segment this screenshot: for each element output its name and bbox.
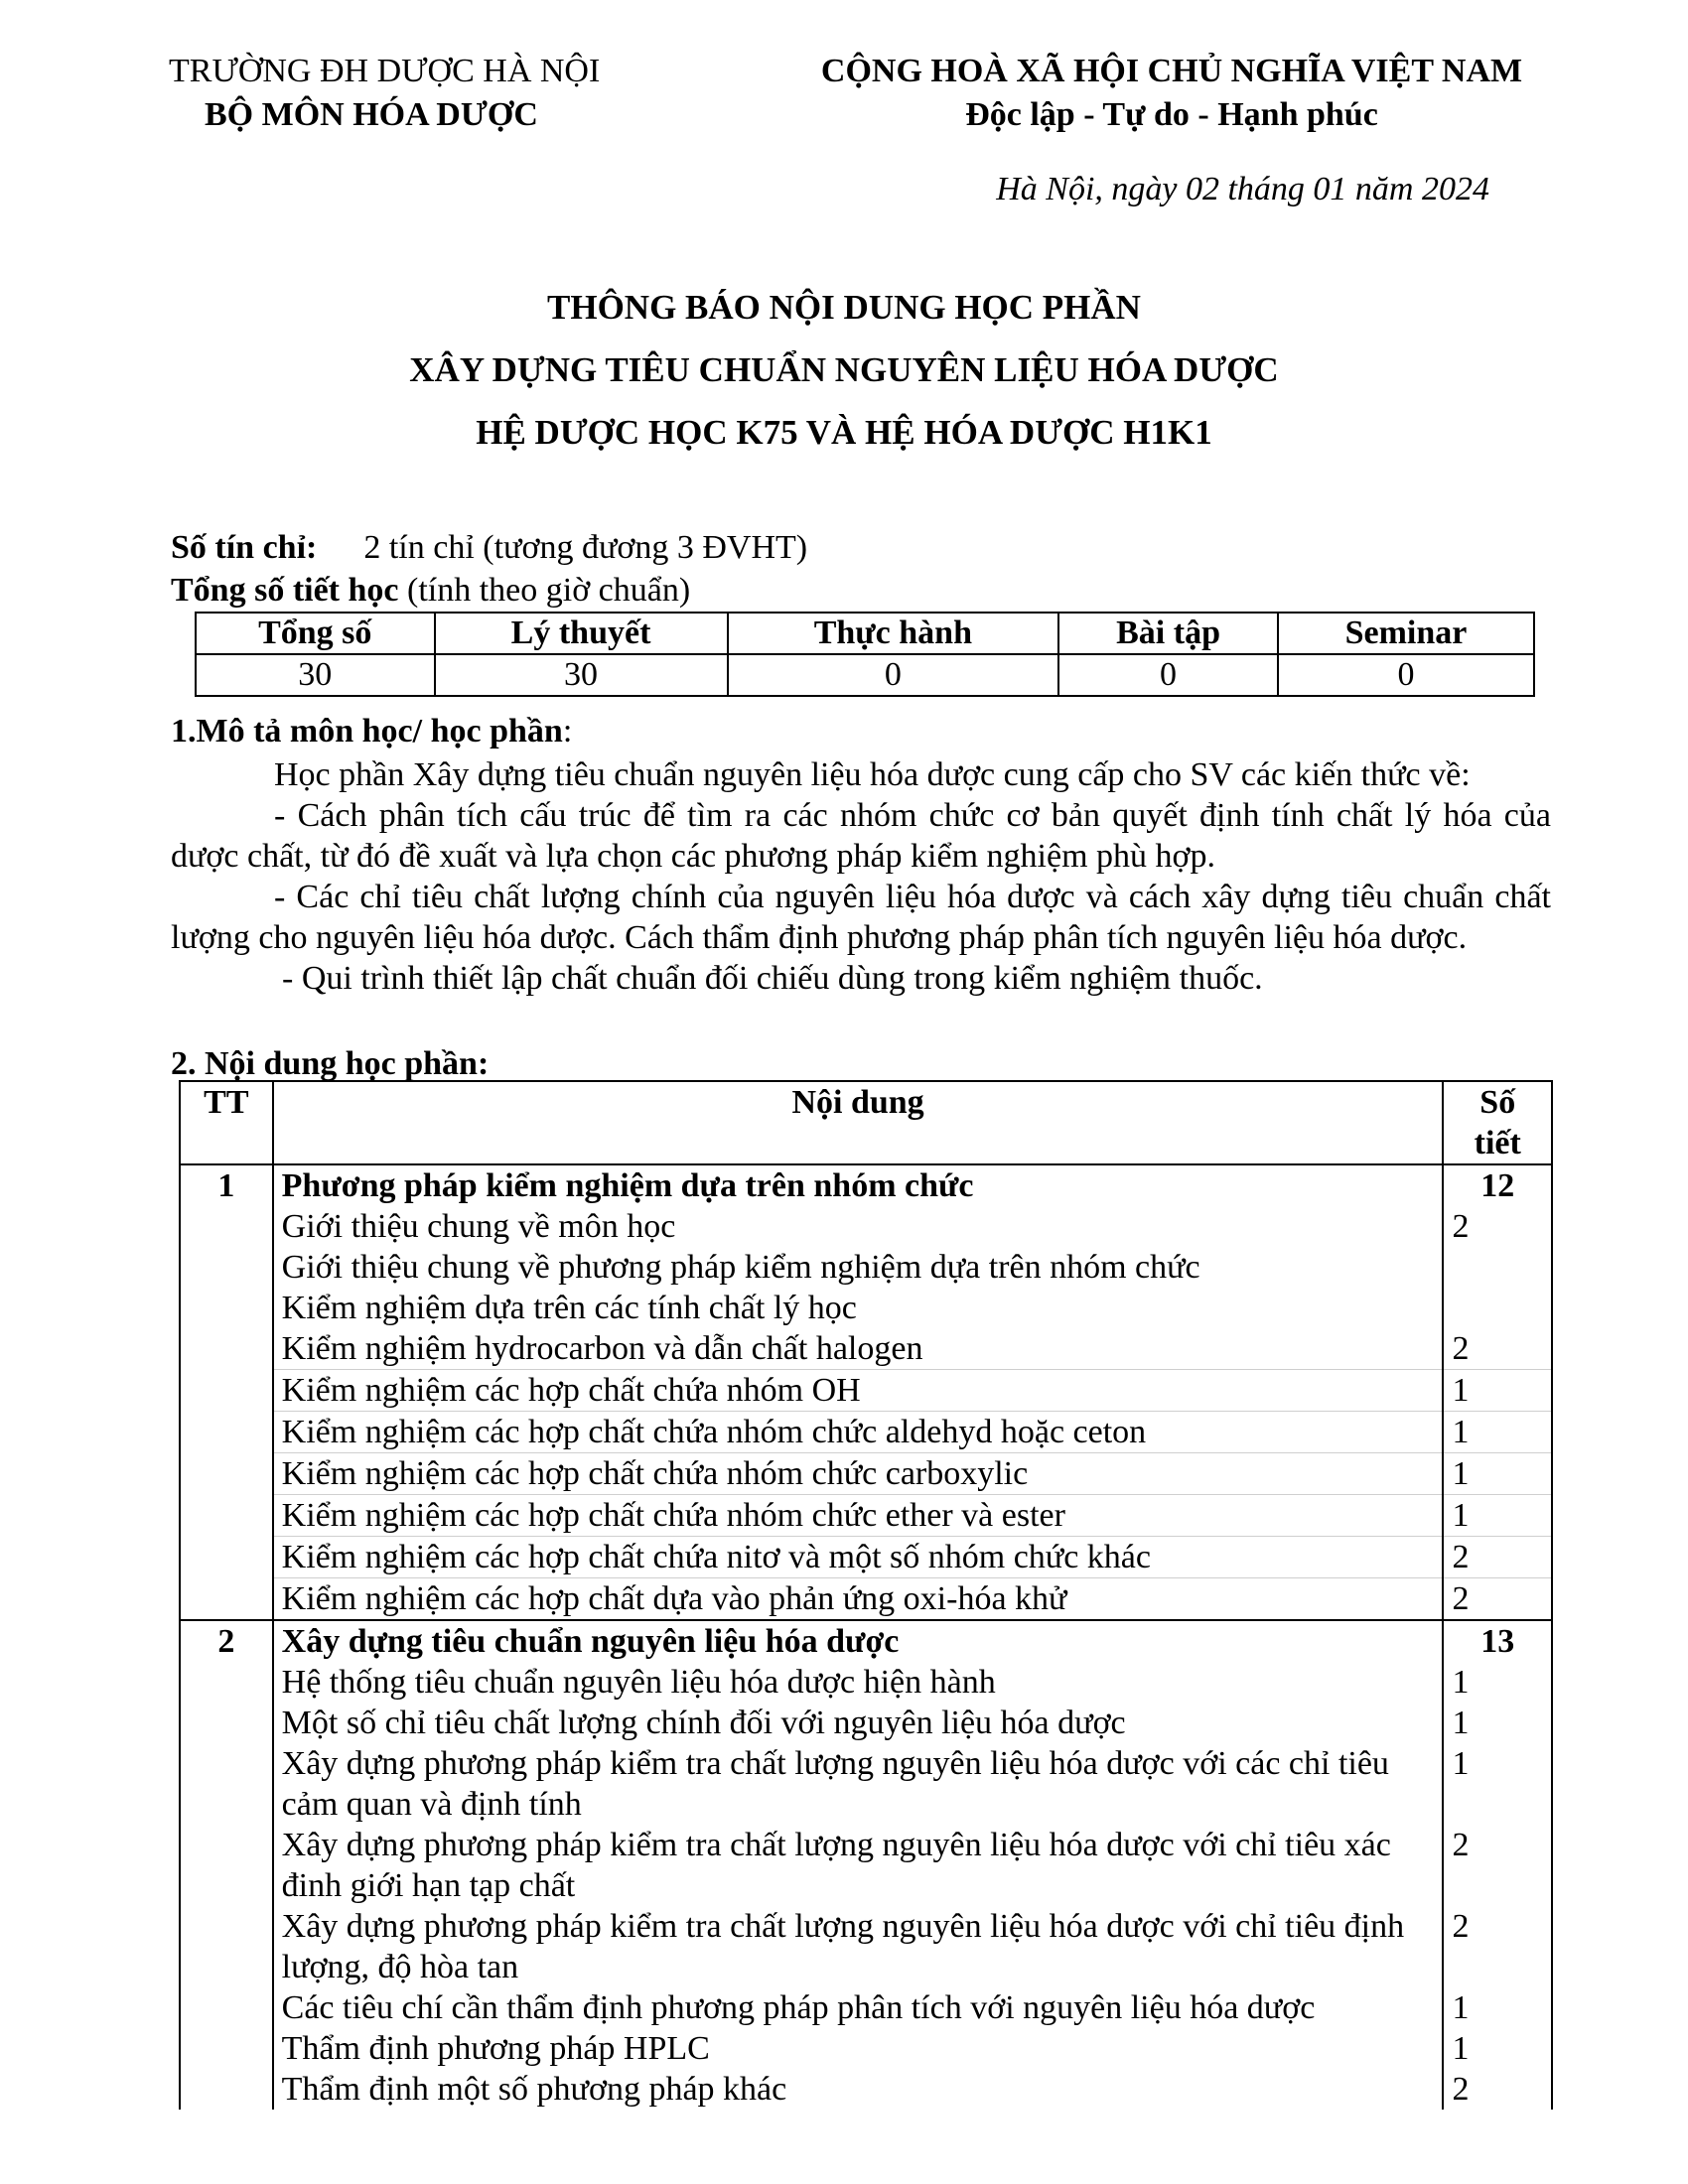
content-item-hours: 2: [1443, 1825, 1552, 1906]
content-table-header: [180, 1081, 1552, 1164]
hours-table-header: [196, 613, 1534, 654]
content-item-hours: 2: [1443, 1578, 1552, 1621]
col-hours-header: Số tiết: [1443, 1081, 1552, 1164]
hours-col-value: 30: [196, 654, 435, 696]
content-item-hours: 2: [1443, 1328, 1552, 1370]
group-number: 1: [180, 1164, 273, 1620]
content-table: [179, 1080, 1553, 2110]
content-item-row: [180, 2028, 1552, 2069]
content-item-text: Xây dựng phương pháp kiểm tra chất lượng nguyên liệu hóa dược với các chỉ tiêu cảm quan và định tính: [273, 1743, 1444, 1825]
content-item-text: Kiểm nghiệm các hợp chất chứa nhóm chức aldehyd hoặc ceton: [273, 1412, 1444, 1453]
hours-col-header: Thực hành: [728, 613, 1059, 654]
hours-col-header: Lý thuyết: [435, 613, 728, 654]
content-item-hours: 1: [1443, 1743, 1552, 1825]
content-item-text: Thẩm định một số phương pháp khác: [273, 2069, 1444, 2110]
national-title: CỘNG HOÀ XÃ HỘI CHỦ NGHĨA VIỆT NAM: [820, 53, 1523, 89]
content-item-hours: 2: [1443, 1206, 1552, 1247]
content-item-text: Kiểm nghiệm các hợp chất chứa nitơ và một số nhóm chức khác: [273, 1537, 1444, 1578]
hours-table: [195, 612, 1535, 697]
content-item-text: Thẩm định phương pháp HPLC: [273, 2028, 1444, 2069]
content-item-text: Kiểm nghiệm các hợp chất dựa vào phản ứng oxi-hóa khử: [273, 1578, 1444, 1621]
content-item-row: [180, 1743, 1552, 1825]
content-table-body: [180, 1164, 1552, 2110]
university-name: TRƯỜNG ĐH DƯỢC HÀ NỘI: [169, 53, 601, 89]
hours-col-value: 0: [1278, 654, 1534, 696]
content-item-row: [180, 1206, 1552, 1247]
description-point-1: - Cách phân tích cấu trúc để tìm ra các nhóm chức cơ bản quyết định tính chất lý hóa của dược chất, từ đó đề xuất và lựa chọn các phương pháp kiểm nghiệm phù hợp.: [171, 797, 1551, 875]
description-point-2: - Các chỉ tiêu chất lượng chính của nguyên liệu hóa dược và cách xây dựng tiêu chuẩn chất lượng cho nguyên liệu hóa dược. Cách thẩm định phương pháp phân tích nguyên liệu hóa dược.: [171, 879, 1551, 956]
content-item-text: Xây dựng phương pháp kiểm tra chất lượng nguyên liệu hóa dược với chỉ tiêu xác đinh giới hạn tạp chất: [273, 1825, 1444, 1906]
institution-header: [169, 50, 645, 137]
content-item-hours: 1: [1443, 1495, 1552, 1537]
content-group-row: [180, 1620, 1552, 1662]
total-hours-line: [171, 572, 690, 610]
content-item-hours: 2: [1443, 1537, 1552, 1578]
course-description: [171, 754, 1551, 999]
content-item-row: [180, 1412, 1552, 1453]
content-item-hours: 1: [1443, 1370, 1552, 1412]
content-item-row: [180, 2069, 1552, 2110]
credits-line: [171, 529, 807, 567]
group-number: 2: [180, 1620, 273, 2110]
content-item-hours: 1: [1443, 1453, 1552, 1495]
content-item-row: [180, 1906, 1552, 1987]
document-date: Hà Nội, ngày 02 tháng 01 năm 2024: [996, 171, 1489, 207]
content-item-text: Giới thiệu chung về môn học: [273, 1206, 1444, 1247]
content-item-text: Kiểm nghiệm các hợp chất chứa nhóm chức carboxylic: [273, 1453, 1444, 1495]
content-item-hours: 1: [1443, 1412, 1552, 1453]
section2-heading: 2. Nội dung học phần:: [171, 1045, 490, 1082]
content-item-hours: 2: [1443, 1906, 1552, 1987]
content-item-row: [180, 1247, 1552, 1288]
hours-col-value: 0: [1058, 654, 1278, 696]
content-item-text: Kiểm nghiệm dựa trên các tính chất lý học: [273, 1288, 1444, 1328]
section1-heading-colon: :: [562, 713, 573, 750]
content-item-row: [180, 1578, 1552, 1621]
content-item-hours: 1: [1443, 2028, 1552, 2069]
national-motto: Độc lập - Tự do - Hạnh phúc: [965, 96, 1378, 133]
document-title-line2: XÂY DỰNG TIÊU CHUẨN NGUYÊN LIỆU HÓA DƯỢC: [409, 350, 1279, 389]
content-item-text: Xây dựng phương pháp kiểm tra chất lượng nguyên liệu hóa dược với chỉ tiêu định lượng, độ hòa tan: [273, 1906, 1444, 1987]
content-item-text: Kiểm nghiệm hydrocarbon và dẫn chất halogen: [273, 1328, 1444, 1370]
content-item-hours: 1: [1443, 1987, 1552, 2028]
credits-value: 2 tín chỉ (tương đương 3 ĐVHT): [363, 529, 808, 566]
group-total-hours: 12: [1443, 1164, 1552, 1206]
content-item-row: [180, 1288, 1552, 1328]
content-item-row: [180, 1825, 1552, 1906]
description-intro: Học phần Xây dựng tiêu chuẩn nguyên liệu hóa dược cung cấp cho SV các kiến thức về:: [274, 756, 1471, 793]
content-item-row: [180, 1537, 1552, 1578]
content-item-text: Hệ thống tiêu chuẩn nguyên liệu hóa dược hiện hành: [273, 1662, 1444, 1703]
content-group-row: [180, 1164, 1552, 1206]
group-title: Phương pháp kiểm nghiệm dựa trên nhóm chức: [273, 1164, 1444, 1206]
section1-heading: [171, 713, 572, 751]
content-item-hours: [1443, 1247, 1552, 1288]
content-item-hours: 2: [1443, 2069, 1552, 2110]
col-content-header: Nội dung: [273, 1081, 1444, 1164]
credits-label: Số tín chỉ:: [171, 529, 318, 566]
content-item-text: Kiểm nghiệm các hợp chất chứa nhóm OH: [273, 1370, 1444, 1412]
content-item-row: [180, 1495, 1552, 1537]
content-item-row: [180, 1328, 1552, 1370]
content-item-row: [180, 1370, 1552, 1412]
hours-col-header: Tổng số: [196, 613, 435, 654]
content-item-row: [180, 1703, 1552, 1743]
content-item-row: [180, 1453, 1552, 1495]
hours-table-values: [196, 654, 1534, 696]
content-item-text: Các tiêu chí cần thẩm định phương pháp phân tích với nguyên liệu hóa dược: [273, 1987, 1444, 2028]
col-tt-header: TT: [180, 1081, 273, 1164]
content-item-row: [180, 1662, 1552, 1703]
department-name: BỘ MÔN HÓA DƯỢC: [205, 96, 538, 133]
hours-col-value: 30: [435, 654, 728, 696]
content-item-hours: 1: [1443, 1703, 1552, 1743]
content-item-row: [180, 1987, 1552, 2028]
section1-heading-text: 1.Mô tả môn học/ học phần: [171, 713, 563, 750]
content-item-text: Kiểm nghiệm các hợp chất chứa nhóm chức ether và ester: [273, 1495, 1444, 1537]
group-title: Xây dựng tiêu chuẩn nguyên liệu hóa dược: [273, 1620, 1444, 1662]
national-header: [774, 50, 1569, 137]
total-hours-note: (tính theo giờ chuẩn): [407, 572, 691, 609]
hours-col-header: Bài tập: [1058, 613, 1278, 654]
content-item-text: Một số chỉ tiêu chất lượng chính đối với nguyên liệu hóa dược: [273, 1703, 1444, 1743]
document-title-line1: THÔNG BÁO NỘI DUNG HỌC PHẦN: [547, 288, 1141, 327]
hours-col-value: 0: [728, 654, 1059, 696]
description-point-3: - Qui trình thiết lập chất chuẩn đối chiếu dùng trong kiểm nghiệm thuốc.: [282, 960, 1263, 997]
document-title-line3: HỆ DƯỢC HỌC K75 VÀ HỆ HÓA DƯỢC H1K1: [476, 413, 1212, 452]
content-item-text: Giới thiệu chung về phương pháp kiểm nghiệm dựa trên nhóm chức: [273, 1247, 1444, 1288]
content-item-hours: [1443, 1288, 1552, 1328]
total-hours-label: Tổng số tiết học: [171, 572, 399, 609]
hours-col-header: Seminar: [1278, 613, 1534, 654]
group-total-hours: 13: [1443, 1620, 1552, 1662]
content-item-hours: 1: [1443, 1662, 1552, 1703]
